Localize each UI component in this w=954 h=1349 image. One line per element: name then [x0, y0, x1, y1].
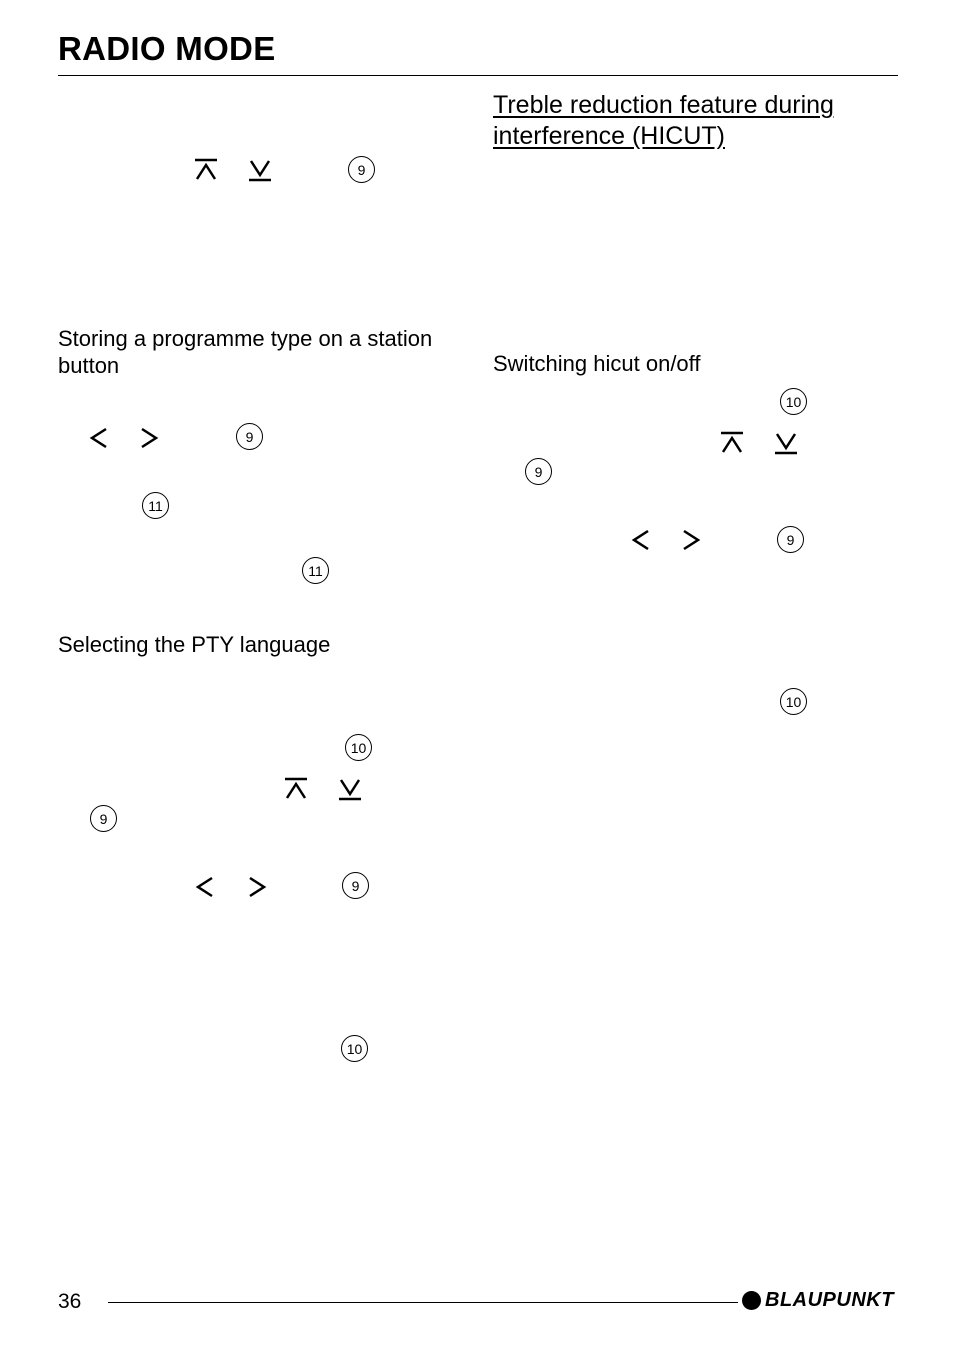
brand-logo: [742, 1289, 894, 1312]
up-arrow-icon: [192, 157, 220, 183]
callout-11: 11: [302, 557, 329, 584]
down-arrow-icon: [336, 776, 364, 802]
footer-divider: [108, 1302, 738, 1303]
callout-10: 10: [780, 388, 807, 415]
heading-pty-language: Selecting the PTY language: [58, 632, 331, 657]
page-title: RADIO MODE: [58, 30, 276, 67]
header-divider: [58, 75, 898, 76]
callout-9: 9: [236, 423, 263, 450]
callout-10: 10: [780, 688, 807, 715]
callout-9: 9: [342, 872, 369, 899]
down-arrow-icon: [246, 157, 274, 183]
right-arrow-icon: [676, 527, 704, 553]
callout-10: 10: [345, 734, 372, 761]
page-number: 36: [58, 1290, 82, 1313]
callout-9: 9: [525, 458, 552, 485]
callout-9: 9: [348, 156, 375, 183]
brand-dot-icon: [742, 1291, 761, 1310]
heading-treble-reduction: Treble reduction feature during interference (HICUT): [493, 91, 834, 150]
left-arrow-icon: [192, 874, 220, 900]
callout-11: 11: [142, 492, 169, 519]
left-arrow-icon: [628, 527, 656, 553]
right-arrow-icon: [134, 425, 162, 451]
up-arrow-icon: [282, 776, 310, 802]
callout-9: 9: [90, 805, 117, 832]
heading-storing-programme-type: Storing a programme type on a station button: [58, 326, 433, 378]
brand-name: BLAUPUNKT: [765, 1289, 894, 1311]
left-arrow-icon: [86, 425, 114, 451]
callout-10: 10: [341, 1035, 368, 1062]
heading-switching-hicut: Switching hicut on/off: [493, 351, 701, 376]
callout-9: 9: [777, 526, 804, 553]
down-arrow-icon: [772, 430, 800, 456]
up-arrow-icon: [718, 430, 746, 456]
right-arrow-icon: [242, 874, 270, 900]
